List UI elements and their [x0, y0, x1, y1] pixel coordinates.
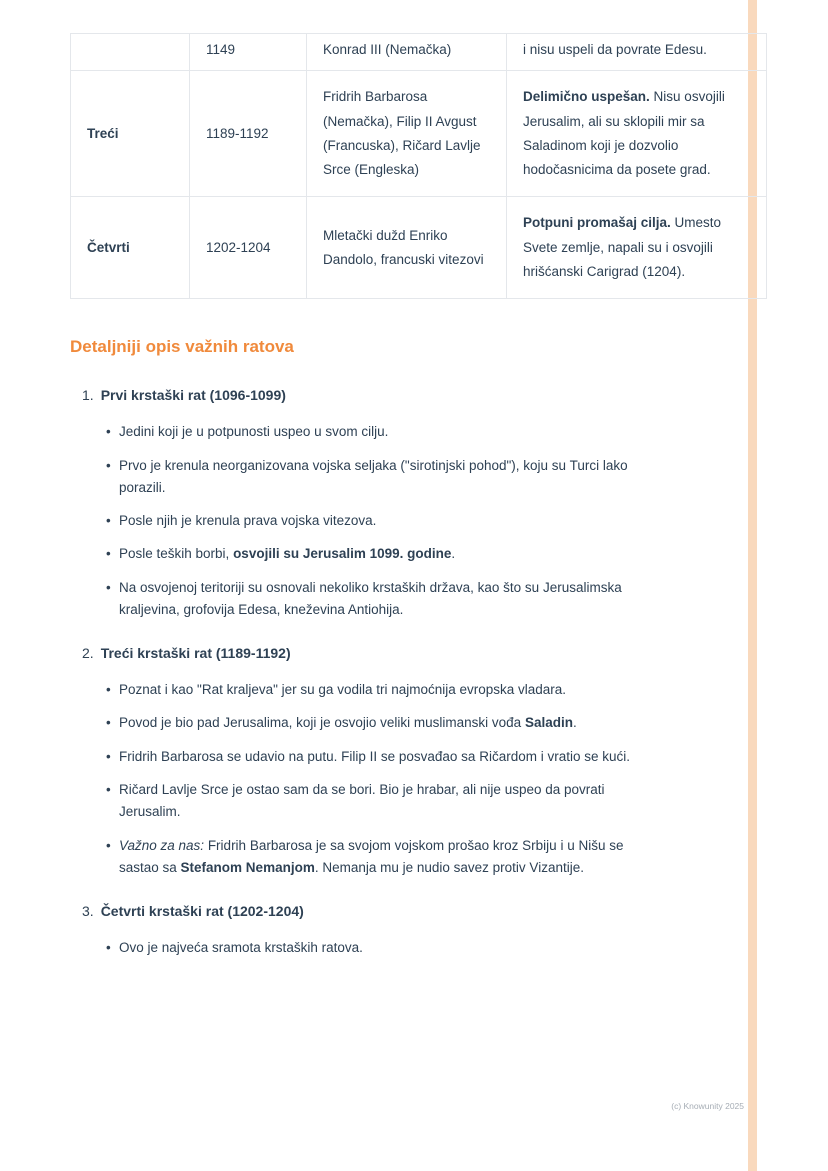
crusade-name-cell: Četvrti [71, 197, 190, 299]
outcome-cell [507, 197, 767, 299]
crusade-name-cell [71, 34, 190, 71]
bullet-item: • Posle njih je krenula prava vojska vitezova. [70, 510, 634, 532]
bullet-item: • Na osvojenoj teritoriji su osnovali nekoliko krstaških država, kao što su Jerusalimska kraljevina, grofovija Edesa, kneževina Antiohija. [70, 577, 634, 622]
outcome-rest: Nisu osvojili Jerusalim, ali su sklopili mir sa Saladinom koji je dozvolio hodočasnicima da posete grad. [523, 89, 725, 178]
outcome-lead: Potpuni promašaj cilja. [523, 215, 671, 231]
crusades-table [70, 33, 767, 299]
item-number: 3. [82, 903, 94, 920]
document-content [70, 33, 725, 981]
bullet-list [70, 421, 634, 621]
bullet-item: • Posle teških borbi, osvojili su Jerusalim 1099. godine. [70, 543, 634, 565]
outcome-lead: Delimično uspešan. [523, 89, 650, 105]
years-cell: 1189-1192 [190, 71, 307, 197]
numbered-item [70, 901, 634, 959]
table-row [71, 71, 767, 197]
bullet-item: • Ovo je najveća sramota krstaških ratova. [70, 937, 634, 959]
item-title: Prvi krstaški rat (1096-1099) [100, 387, 286, 404]
numbered-item [70, 385, 634, 621]
outcome-rest: i nisu uspeli da povrate Edesu. [523, 42, 707, 57]
table-row [71, 197, 767, 299]
bullet-list [70, 679, 634, 879]
years-cell: 1149 [190, 34, 307, 71]
bullet-list [70, 937, 634, 959]
item-head [70, 901, 634, 922]
bullet-item: • Prvo je krenula neorganizovana vojska seljaka ("sirotinjski pohod"), koju su Turci lako porazili. [70, 455, 634, 500]
item-title: Treći krstaški rat (1189-1192) [100, 645, 291, 662]
table-row [71, 34, 767, 71]
wars-outline [70, 385, 634, 959]
leaders-cell: Konrad III (Nemačka) [307, 34, 507, 71]
leaders-cell: Fridrih Barbarosa (Nemačka), Filip II Avgust (Francuska), Ričard Lavlje Srce (Engleska) [307, 71, 507, 197]
crusade-name-cell: Treći [71, 71, 190, 197]
outcome-rest: Umesto Svete zemlje, napali su i osvojili hrišćanski Carigrad (1204). [523, 215, 722, 280]
bullet-item: • Jedini koji je u potpunosti uspeo u svom cilju. [70, 421, 634, 443]
item-head [70, 385, 634, 406]
copyright-text: (c) Knowunity 2025 [671, 1101, 744, 1111]
leaders-cell: Mletački dužd Enriko Dandolo, francuski vitezovi [307, 197, 507, 299]
outcome-cell [507, 34, 767, 71]
item-head [70, 643, 634, 664]
bullet-item: • Važno za nas: Fridrih Barbarosa je sa svojom vojskom prošao kroz Srbiju i u Nišu se sastao sa Stefanom Nemanjom. Nemanja mu je nudio savez protiv Vizantije. [70, 835, 634, 880]
item-number: 1. [82, 387, 94, 404]
section-heading: Detaljniji opis važnih ratova [70, 337, 294, 357]
item-title: Četvrti krstaški rat (1202-1204) [100, 903, 304, 920]
bullet-item: • Povod je bio pad Jerusalima, koji je osvojio veliki muslimanski vođa Saladin. [70, 712, 634, 734]
bullet-item: • Fridrih Barbarosa se udavio na putu. Filip II se posvađao sa Ričardom i vratio se kući. [70, 746, 634, 768]
outcome-cell [507, 71, 767, 197]
bullet-item: • Ričard Lavlje Srce je ostao sam da se bori. Bio je hrabar, ali nije uspeo da povrati Jerusalim. [70, 779, 634, 824]
numbered-item [70, 643, 634, 879]
years-cell: 1202-1204 [190, 197, 307, 299]
bullet-item: • Poznat i kao "Rat kraljeva" jer su ga vodila tri najmoćnija evropska vladara. [70, 679, 634, 701]
item-number: 2. [82, 645, 94, 662]
